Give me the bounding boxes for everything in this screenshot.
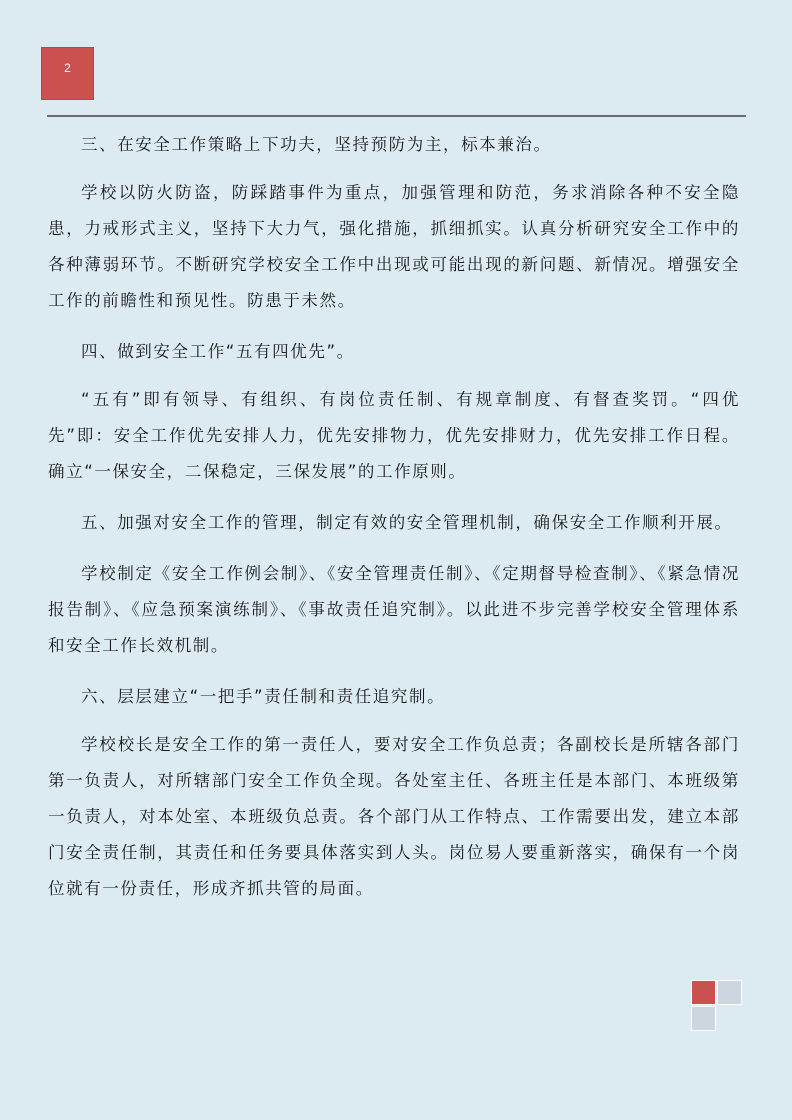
section-heading-6: 六、层层建立“一把手”责任制和责任追究制。 (81, 687, 446, 706)
document-body (48, 127, 740, 922)
decorative-square-gray (717, 980, 742, 1005)
header-divider (47, 115, 746, 117)
section-body-6: 学校校长是安全工作的第一责任人，要对安全工作负总责；各副校长是所辖各部门第一负责人，对所辖部门安全工作负全现。各处室主任、各班主任是本部门、本班级第一负责人，对本处室、本班级负总责。各个部门从工作特点、工作需要出发，建立本部门安全责任制，其责任和任务要具体落实到人头。岗位易人要重新落实，确保有一个岗位就有一份责任，形成齐抓共管的局面。 (48, 735, 740, 898)
section-heading-4: 四、做到安全工作“五有四优先”。 (81, 342, 355, 361)
section-body-5: 学校制定《安全工作例会制》、《安全管理责任制》、《定期督导检查制》、《紧急情况报告制》、《应急预案演练制》、《事故责任追究制》。以此进不步完善学校安全管理体系和安全工作长效机制。 (48, 564, 740, 655)
page-number: 2 (64, 61, 71, 75)
section-body-3: 学校以防火防盗，防踩踏事件为重点，加强管理和防范，务求消除各种不安全隐患，力戒形式主义，坚持下大力气，强化措施，抓细抓实。认真分析研究安全工作中的各种薄弱环节。不断研究学校安全工作中出现或可能出现的新问题、新情况。增强安全工作的前瞻性和预见性。防患于未然。 (48, 183, 740, 310)
section-heading-5: 五、加强对安全工作的管理，制定有效的安全管理机制，确保安全工作顺利开展。 (81, 513, 733, 532)
section-body-4: “五有”即有领导、有组织、有岗位责任制、有规章制度、有督查奖罚。“四优先”即：安全工作优先安排人力，优先安排物力，优先安排财力，优先安排工作日程。确立“一保安全，二保稳定，三保发展”的工作原则。 (48, 390, 740, 481)
decorative-square-gray (691, 1006, 716, 1031)
section-heading-3: 三、在安全工作策略上下功夫，坚持预防为主，标本兼治。 (81, 135, 552, 154)
decorative-square-red (691, 980, 716, 1005)
page-number-badge (41, 47, 94, 100)
